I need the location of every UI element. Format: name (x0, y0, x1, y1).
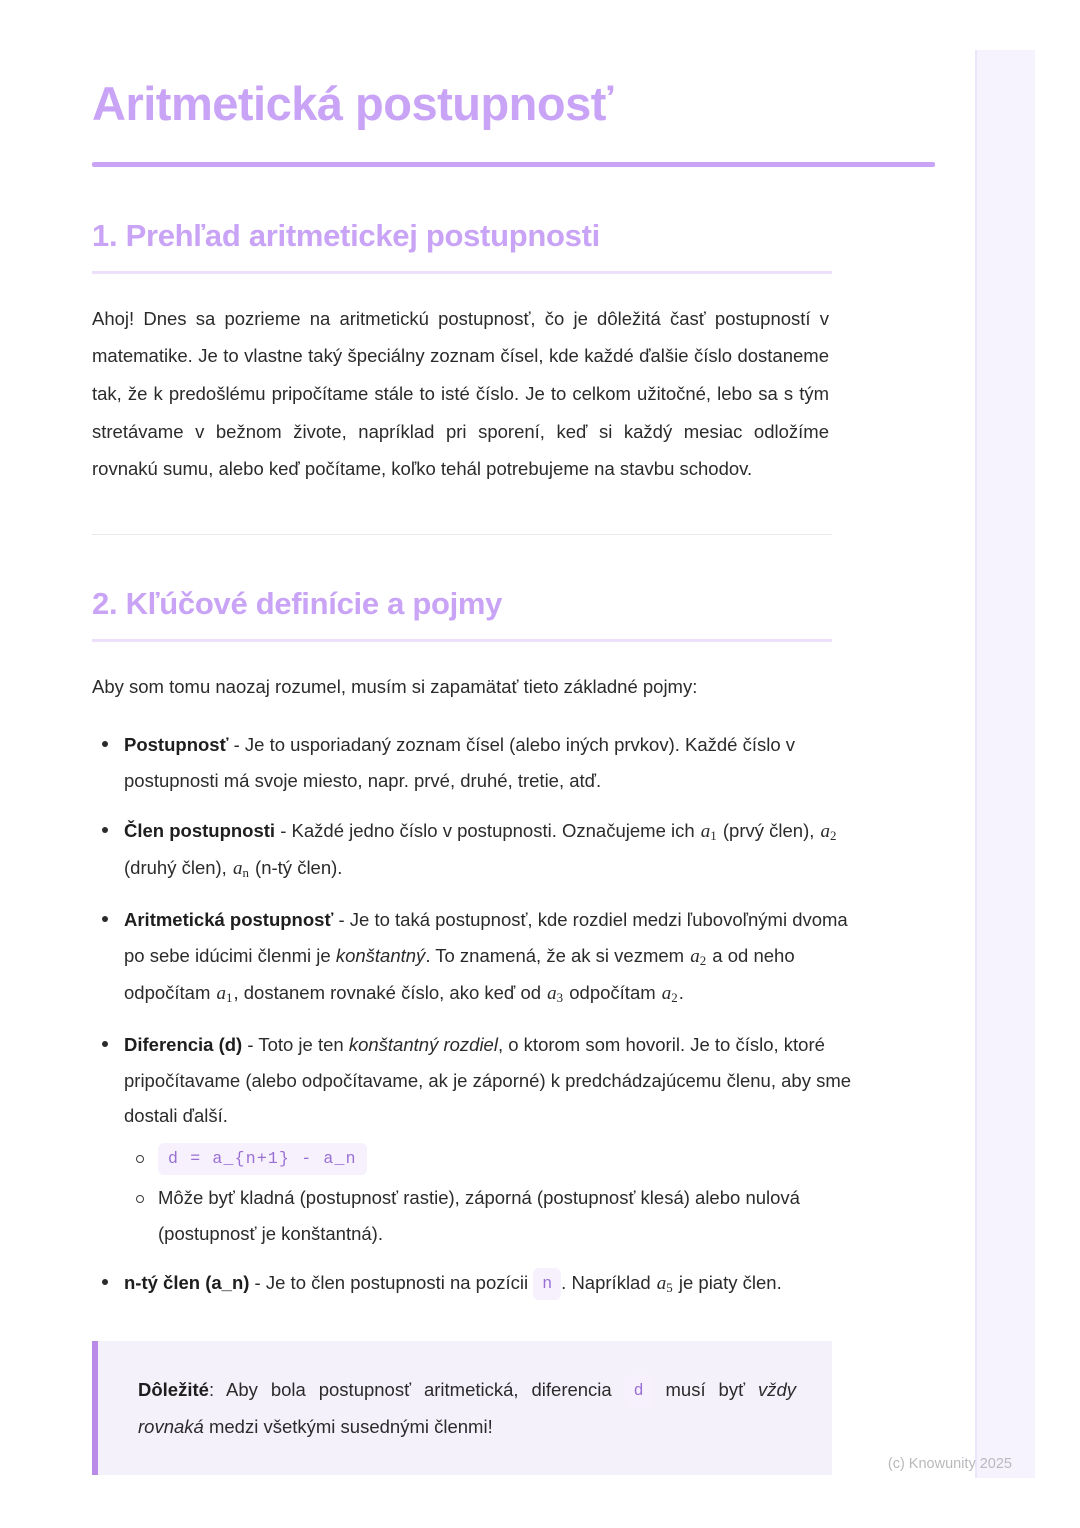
inline-code-chip: n (533, 1268, 561, 1300)
definition-body: Je to taká postupnosť, kde rozdiel medzi ľubovoľnými dvoma po sebe idúcimi členmi je (124, 909, 848, 966)
section-1-heading: 1. Prehľad aritmetickej postupnosti (92, 217, 600, 253)
definition-body: a od neho odpočítam (124, 944, 795, 1004)
definition-body: . (678, 982, 684, 1004)
title-divider (92, 162, 935, 167)
definition-term: Diferencia (d) (124, 1034, 243, 1056)
list-item (92, 902, 852, 1013)
emphasis-text: konštantný (335, 944, 426, 966)
sub-list (124, 1140, 852, 1251)
definition-body: (n-tý člen). (249, 857, 343, 879)
list-item (92, 1265, 852, 1303)
important-callout (92, 1341, 832, 1475)
emphasis-text: konštantný rozdiel (348, 1034, 498, 1056)
list-item (124, 1140, 852, 1176)
math-variable: $a_5$ (656, 1273, 673, 1296)
callout-body: medzi všetkými susednými členmi! (203, 1415, 493, 1437)
definitions-list (92, 727, 852, 1303)
definition-body: , dostanem rovnaké číslo, ako keď od (233, 982, 547, 1004)
callout-text (138, 1371, 796, 1445)
definition-body: (druhý člen), (124, 857, 232, 879)
list-item (92, 727, 852, 798)
section-divider (92, 534, 832, 535)
definition-body: . Napríklad (561, 1272, 656, 1294)
list-item (92, 1027, 852, 1251)
footer-watermark: (c) Knowunity 2025 (887, 1456, 1012, 1472)
formula-code-chip: d = a_{n+1} - a_n (158, 1143, 367, 1175)
section-1-paragraph: Ahoj! Dnes sa pozrieme na aritmetickú postupnosť, čo je dôležitá časť postupností v matematike. Je to vlastne taký špeciálny zoznam čísel, kde každé ďalšie číslo dostaneme tak, že k predošlému pripočítame stále to isté číslo. Je to celkom užitočné, lebo sa s tým stretávame v bežnom živote, napríklad pri sporení, keď si každý mesiac odložíme rovnakú sumu, alebo keď počítame, koľko tehál potrebujeme na stavbu schodov. (92, 307, 829, 480)
math-variable: $a_2$ (690, 945, 707, 968)
definition-term: n-tý člen (a_n) (124, 1272, 250, 1294)
section-2-intro: Aby som tomu naozaj rozumel, musím si zapamätať tieto základné pojmy: (92, 675, 698, 697)
definition-dash: - (249, 1272, 266, 1294)
list-item: Môže byť kladná (postupnosť rastie), záporná (postupnosť klesá) alebo nulová (postupnosť je konštantná). (124, 1180, 852, 1251)
callout-colon: : (208, 1378, 226, 1400)
definition-body: Toto je ten (258, 1034, 349, 1056)
math-variable: $a_2$ (820, 820, 837, 843)
definition-body: Je to usporiadaný zoznam čísel (alebo iných prvkov). Každé číslo v postupnosti má svoje miesto, napr. prvé, druhé, tretie, atď. (124, 734, 796, 792)
definition-term: Postupnosť (124, 734, 229, 756)
section-definitions (92, 585, 1080, 1475)
definition-body: je piaty člen. (673, 1272, 782, 1294)
section-overview (92, 217, 1080, 535)
section-1-underline (92, 271, 832, 274)
definition-body: odpočítam (564, 982, 661, 1004)
callout-label: Dôležité (138, 1378, 209, 1400)
callout-body: musí byť (652, 1378, 758, 1400)
section-2-underline (92, 639, 832, 642)
definition-body: (prvý člen), (717, 819, 820, 841)
page-title: Aritmetická postupnosť (92, 77, 613, 130)
section-2-heading: 2. Kľúčové definície a pojmy (92, 585, 503, 621)
math-variable: $a_n$ (232, 858, 249, 881)
definition-term: Člen postupnosti (124, 819, 276, 841)
definition-dash: - (275, 819, 292, 841)
callout-body: Aby bola postupnosť aritmetická, diferencia (226, 1378, 625, 1400)
definition-dash: - (242, 1034, 259, 1056)
definition-body: Každé jedno číslo v postupnosti. Označujeme ich (291, 819, 700, 841)
emphasis-text: vždy rovnaká (138, 1378, 796, 1437)
definition-dash: - (228, 734, 245, 756)
math-variable: $a_1$ (700, 820, 717, 843)
math-variable: $a_3$ (547, 983, 564, 1006)
inline-code-chip: d (625, 1375, 653, 1407)
definition-body: , o ktorom som hovoril. Je to číslo, ktoré pripočítavame (alebo odpočítavame, ak je záporné) k predchádzajúcemu členu, aby sme dostali ďalší. (124, 1034, 852, 1127)
list-item (92, 813, 852, 888)
definition-term: Aritmetická postupnosť (124, 909, 334, 931)
definition-body: . To znamená, že ak si vezmem (425, 944, 690, 966)
math-variable: $a_2$ (661, 983, 678, 1006)
definition-body: Je to člen postupnosti na pozícii (265, 1272, 534, 1294)
definition-dash: - (333, 909, 350, 931)
math-variable: $a_1$ (216, 983, 233, 1006)
